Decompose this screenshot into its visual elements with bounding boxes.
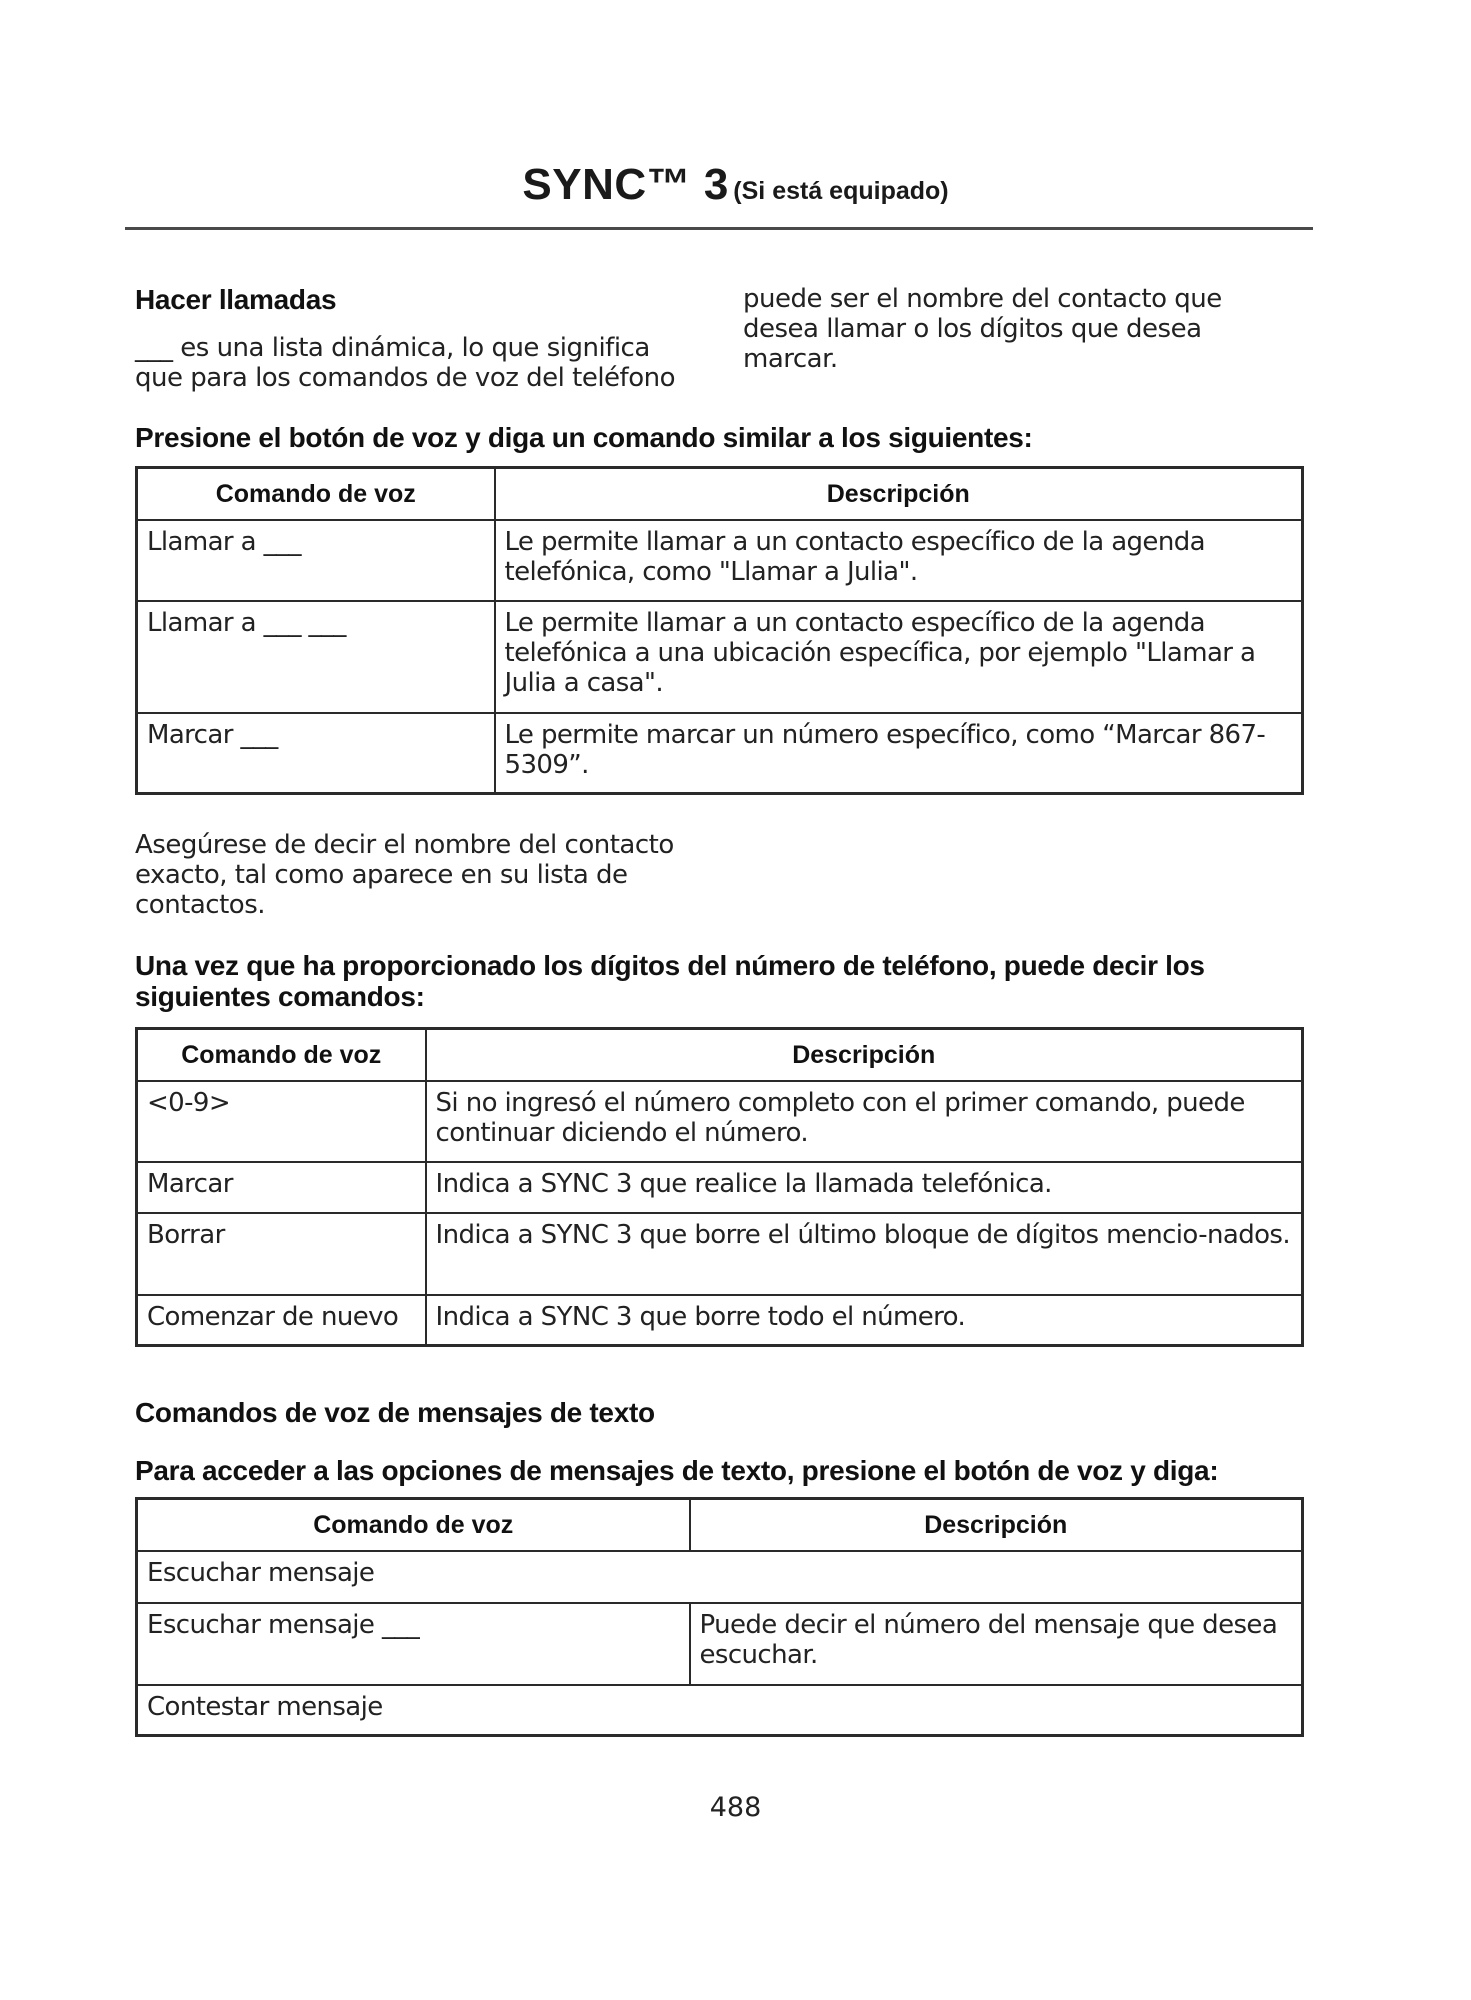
table-header-row (137, 1499, 1303, 1551)
table-row (137, 1295, 1303, 1346)
description-cell: Si no ingresó el número completo con el primer comando, puede continuar diciendo el número. (426, 1081, 1303, 1162)
text-line: marcar. (743, 344, 838, 374)
page-title-subtitle: (Si está equipado) (733, 177, 949, 205)
description-cell: Indica a SYNC 3 que borre todo el número. (426, 1295, 1303, 1346)
column-header-command: Comando de voz (137, 1499, 690, 1551)
description-cell: Le permite llamar a un contacto específico de la agenda telefónica, como "Llamar a Julia". (495, 520, 1303, 601)
command-cell: <0-9> (137, 1081, 426, 1162)
voice-commands-table (135, 466, 1304, 795)
digit-commands-table (135, 1027, 1304, 1347)
instruction-text-messages: Para acceder a las opciones de mensajes de texto, presione el botón de voz y diga: (135, 1455, 1219, 1486)
table-row (137, 1081, 1303, 1162)
command-cell: Marcar ___ (137, 713, 495, 794)
command-cell: Llamar a ___ (137, 520, 495, 601)
column-header-command: Comando de voz (137, 1029, 426, 1081)
command-cell: Borrar (137, 1213, 426, 1295)
text-line: ___ es una lista dinámica, lo que significa (135, 333, 650, 363)
table-header-row (137, 1029, 1303, 1081)
intro-paragraph-left (135, 333, 735, 393)
section-heading-hacer-llamadas: Hacer llamadas (135, 284, 337, 315)
section-heading-text-messages: Comandos de voz de mensajes de texto (135, 1397, 655, 1428)
column-header-command: Comando de voz (137, 468, 495, 520)
description-cell: Puede decir el número del mensaje que desea escuchar. (690, 1603, 1303, 1685)
instruction-digit-commands: Una vez que ha proporcionado los dígitos del número de teléfono, puede decir los siguientes comandos: (135, 950, 1205, 1012)
page-title (0, 160, 1471, 210)
table-row (137, 1603, 1303, 1685)
command-cell: Comenzar de nuevo (137, 1295, 426, 1346)
column-header-description: Descripción (495, 468, 1303, 520)
description-cell: Indica a SYNC 3 que realice la llamada telefónica. (426, 1162, 1303, 1213)
table-row (137, 1685, 1303, 1736)
text-line: Asegúrese de decir el nombre del contacto (135, 830, 674, 860)
text-message-commands-table (135, 1497, 1304, 1737)
header-divider (125, 227, 1313, 230)
text-line: contactos. (135, 890, 266, 920)
page-title-main: SYNC™ 3 (522, 160, 729, 209)
description-cell: Indica a SYNC 3 que borre el último bloque de dígitos mencio-nados. (426, 1213, 1303, 1295)
page-number: 488 (709, 1792, 762, 1823)
intro-paragraph-right (743, 284, 1303, 374)
description-cell: Le permite llamar a un contacto específico de la agenda telefónica a una ubicación específica, por ejemplo "Llamar a Julia a casa". (495, 601, 1303, 713)
command-cell: Contestar mensaje (137, 1685, 1303, 1736)
column-header-description: Descripción (426, 1029, 1303, 1081)
text-line: exacto, tal como aparece en su lista de (135, 860, 628, 890)
table-row (137, 1162, 1303, 1213)
table-row (137, 713, 1303, 794)
text-line: puede ser el nombre del contacto que (743, 284, 1222, 314)
table-row (137, 520, 1303, 601)
description-cell: Le permite marcar un número específico, como “Marcar 867-5309”. (495, 713, 1303, 794)
text-line: que para los comandos de voz del teléfono (135, 363, 675, 393)
command-cell: Llamar a ___ ___ (137, 601, 495, 713)
table-row (137, 601, 1303, 713)
text-line: desea llamar o los dígitos que desea (743, 314, 1202, 344)
table-row (137, 1213, 1303, 1295)
table-header-row (137, 468, 1303, 520)
instruction-voice-commands: Presione el botón de voz y diga un comando similar a los siguientes: (135, 422, 1033, 453)
command-cell: Escuchar mensaje (137, 1551, 1303, 1603)
column-header-description: Descripción (690, 1499, 1303, 1551)
command-cell: Escuchar mensaje ___ (137, 1603, 690, 1685)
command-cell: Marcar (137, 1162, 426, 1213)
table-row (137, 1551, 1303, 1603)
contact-name-note (135, 830, 775, 920)
